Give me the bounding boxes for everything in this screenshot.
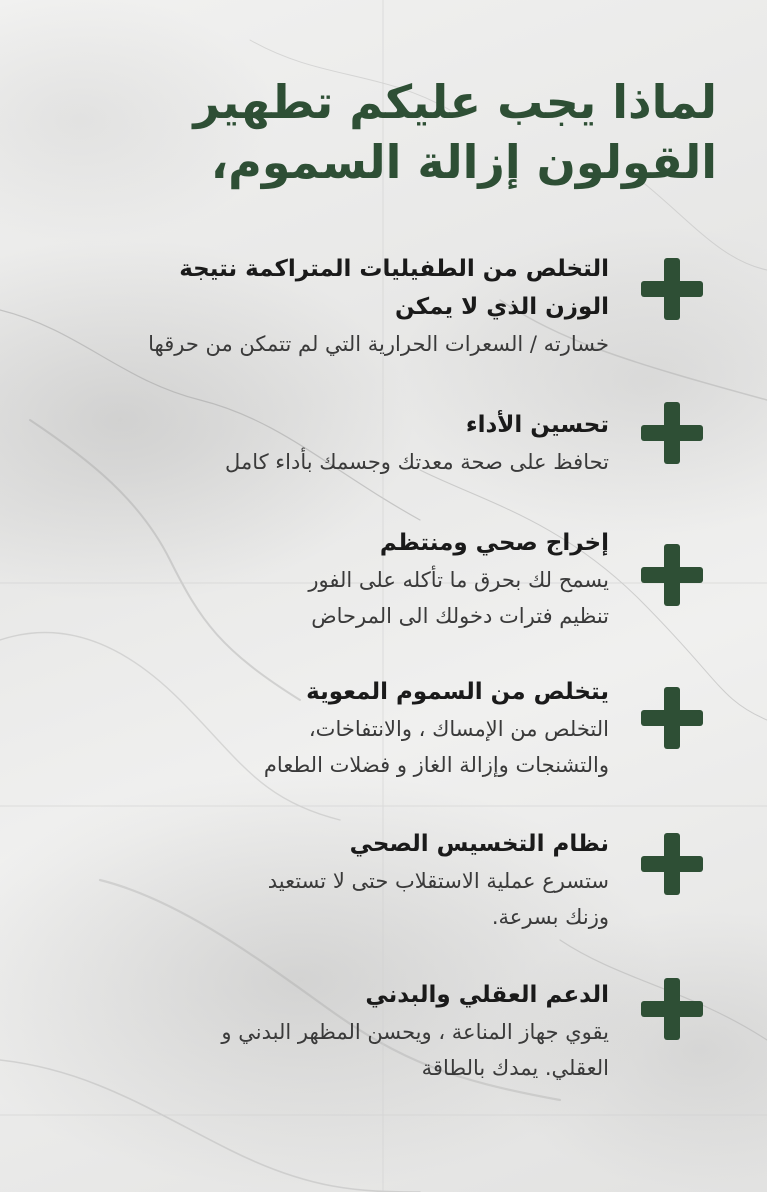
benefit-description: يسمح لك بحرق ما تأكله على الفور تنظيم فترات دخولك الى المرحاض: [308, 568, 609, 628]
title-line-2: القولون إزالة السموم،: [210, 135, 717, 189]
benefit-description: تحافظ على صحة معدتك وجسمك بأداء كامل: [225, 450, 609, 474]
plus-icon: [641, 402, 703, 464]
title-line-1: لماذا يجب عليكم تطهير: [193, 75, 717, 129]
plus-icon: [641, 833, 703, 895]
benefit-heading: تحسين الأداء: [465, 412, 609, 438]
benefit-description: خسارته / السعرات الحرارية التي لم تتمكن من حرقها: [148, 332, 609, 356]
benefit-text: [64, 250, 609, 362]
benefit-heading: التخلص من الطفيليات المتراكمة نتيجة الوزن الذي لا يمكن: [179, 256, 609, 320]
plus-icon: [641, 978, 703, 1040]
benefit-text: [64, 976, 609, 1086]
plus-icon: [641, 687, 703, 749]
benefit-text: [64, 825, 609, 935]
benefit-heading: يتخلص من السموم المعوية: [306, 679, 609, 705]
plus-icon: [641, 544, 703, 606]
benefit-text: [64, 406, 609, 480]
benefit-heading: نظام التخسيس الصحي: [349, 831, 609, 857]
plus-icon: [641, 258, 703, 320]
benefit-description: يقوي جهاز المناعة ، ويحسن المظهر البدني و العقلي. يمدك بالطاقة: [221, 1020, 609, 1080]
benefit-description: ستسرع عملية الاستقلاب حتى لا تستعيد وزنك بسرعة.: [267, 869, 609, 929]
benefit-heading: الدعم العقلي والبدني: [365, 982, 609, 1008]
benefit-heading: إخراج صحي ومنتظم: [379, 530, 609, 556]
benefit-description: التخلص من الإمساك ، والانتفاخات، والتشنجات وإزالة الغاز و فضلات الطعام: [263, 717, 609, 777]
benefit-text: [64, 524, 609, 634]
page-title: [37, 72, 717, 192]
benefit-text: [64, 673, 609, 783]
